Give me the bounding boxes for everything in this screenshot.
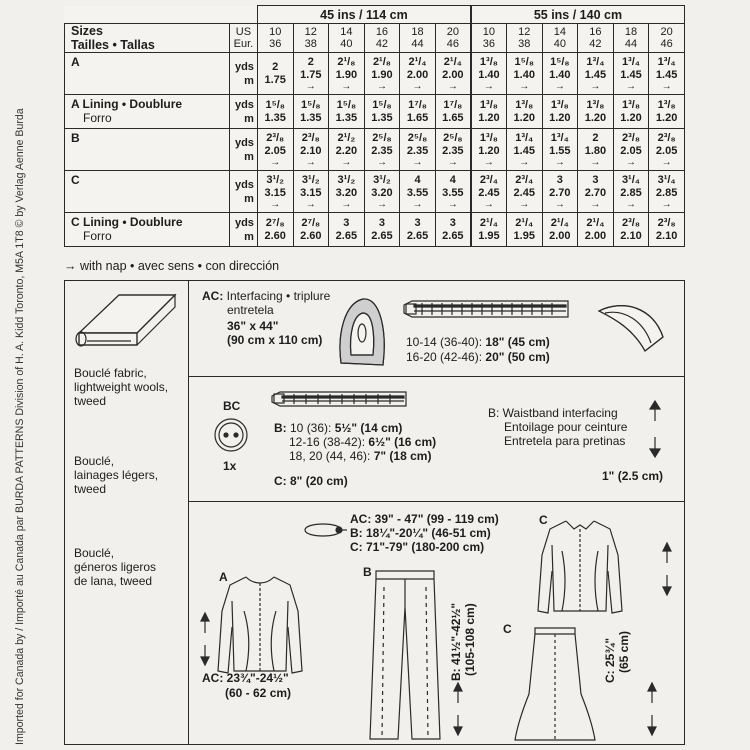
jacket-a-sketch: [210, 571, 310, 681]
view-cell: C: [65, 171, 230, 213]
nap-arrow-icon: →: [483, 156, 494, 168]
nap-arrow-icon: →: [625, 198, 636, 210]
yardage-cell: 2³/₈ 2.05 →: [613, 129, 649, 171]
view-a-length-cm: (60 - 62 cm): [225, 686, 292, 700]
interfacing-size-in: 36" x 44": [227, 319, 279, 333]
yardage-cell: 2¹/₄ 1.95: [506, 213, 542, 247]
yardage-cell: 2¹/₄ 2.00: [578, 213, 614, 247]
view-c-length-cm: (65 cm): [617, 630, 631, 673]
size-header: 18 44: [400, 24, 436, 53]
group-55-header: 55 ins / 140 cm: [471, 6, 685, 24]
yardage-cell: 1⁵/₈ 1.35: [329, 95, 365, 129]
yardage-cell: 1³/₄ 1.45 →: [506, 129, 542, 171]
yardage-cell: 3 2.65: [364, 213, 400, 247]
width-group-header: [65, 6, 685, 24]
fabric-text-fr: Bouclé, lainages légers, tweed: [74, 454, 159, 496]
notions-panel: [64, 280, 685, 745]
yardage-cell: 3¹/₂ 3.15 →: [293, 171, 329, 213]
view-b-label: B: [363, 565, 372, 579]
button-label: BC: [223, 399, 241, 413]
nap-arrow-icon: →: [305, 80, 316, 92]
yardage-cell: 1³/₄ 1.45 →: [613, 53, 649, 95]
yardage-cell: 4 3.55 →: [400, 171, 436, 213]
size-header: 18 44: [613, 24, 649, 53]
yardage-cell: 2³/₈ 2.10 →: [293, 129, 329, 171]
nap-arrow-icon: →: [554, 198, 565, 210]
yardage-row: [65, 171, 685, 213]
yardage-cell: 1⁵/₈ 1.35: [257, 95, 293, 129]
nap-arrow-icon: →: [341, 80, 352, 92]
size-header: 10 36: [257, 24, 293, 53]
button-icon: [211, 415, 251, 455]
unit-cell: yds m: [229, 129, 257, 171]
zipper-c-length: C: 8" (20 cm): [274, 474, 348, 488]
yardage-cell: 2³/₈ 2.10: [613, 213, 649, 247]
yardage-cell: 3¹/₂ 3.15 →: [257, 171, 293, 213]
interfacing-size-cm: (90 cm x 110 cm): [227, 333, 323, 347]
nap-arrow-icon: →: [590, 198, 601, 210]
unit-cell: yds m: [229, 53, 257, 95]
yardage-cell: 3¹/₄ 2.85 →: [613, 171, 649, 213]
yardage-cell: 2¹/₄ 1.95: [471, 213, 507, 247]
yardage-cell: 3¹/₄ 2.85 →: [649, 171, 685, 213]
nap-arrow-icon: →: [625, 80, 636, 92]
size-header: 20 46: [435, 24, 471, 53]
interfacing-text: AC: Interfacing • triplure: [202, 289, 331, 303]
jacket-c-length-arrow-icon: [662, 541, 672, 597]
fabric-text-en: Bouclé fabric, lightweight wools, tweed: [74, 366, 169, 408]
nap-arrow-icon: →: [412, 156, 423, 168]
view-c-length: C: 25¾": [603, 637, 617, 683]
jacket-a-length-arrow-icon: [200, 611, 210, 667]
yardage-cell: 1³/₄ 1.55 →: [542, 129, 578, 171]
measurement-c: C: 71"-79" (180-200 cm): [350, 540, 485, 554]
nap-arrow-icon: →: [270, 198, 281, 210]
sizes-header-row: [65, 24, 685, 53]
iron-icon: [333, 293, 393, 371]
nap-arrow-icon: →: [661, 198, 672, 210]
yardage-cell: 1³/₈ 1.20: [613, 95, 649, 129]
yardage-cell: 2 1.75: [257, 53, 293, 95]
zipper-b-line1: B: 10 (36): 5½" (14 cm): [274, 421, 403, 435]
yardage-cell: 2⁵/₈ 2.35 →: [364, 129, 400, 171]
fabric-text-es: Bouclé, géneros ligeros de lana, tweed: [74, 546, 157, 588]
nap-arrow-icon: →: [661, 156, 672, 168]
nap-arrow-icon: →: [483, 198, 494, 210]
view-c-jacket-label: C: [539, 513, 548, 527]
zipper-ac-line1: 10-14 (36-40): 18" (45 cm): [406, 335, 550, 349]
nap-arrow-icon: →: [590, 80, 601, 92]
us-eur-label: US Eur.: [229, 24, 257, 53]
yardage-cell: 1³/₄ 1.45 →: [649, 53, 685, 95]
view-b-length: B: 41½"-42½": [449, 602, 463, 681]
nap-arrow-icon: →: [412, 80, 423, 92]
zipper-b-line2: 12-16 (38-42): 6½" (16 cm): [289, 435, 437, 449]
yardage-cell: 2¹/₄ 2.00 →: [435, 53, 471, 95]
unit-cell: yds m: [229, 171, 257, 213]
size-header: 14 40: [542, 24, 578, 53]
yardage-cell: 3 2.70 →: [578, 171, 614, 213]
jacket-zipper-icon: [402, 295, 572, 323]
nap-arrow-icon: →: [554, 80, 565, 92]
yardage-cell: 2⁷/₈ 2.60: [293, 213, 329, 247]
skirt-c-length-arrow-icon: [647, 681, 657, 737]
yardage-cell: 2⁵/₈ 2.35 →: [435, 129, 471, 171]
waistband-line3: Entretela para pretinas: [504, 434, 626, 448]
yardage-cell: 3¹/₂ 3.20 →: [329, 171, 365, 213]
yardage-cell: 1⁵/₈ 1.40 →: [542, 53, 578, 95]
yardage-cell: 2³/₈ 2.05 →: [257, 129, 293, 171]
yardage-cell: 1⁷/₈ 1.65: [400, 95, 436, 129]
group-45-header: 45 ins / 114 cm: [257, 6, 470, 24]
yardage-cell: 2³/₈ 2.10: [649, 213, 685, 247]
yardage-cell: 1³/₈ 1.40 →: [471, 53, 507, 95]
view-cell: A Lining • Doublure Forro: [65, 95, 230, 129]
nap-arrow-icon: →: [412, 198, 423, 210]
interfacing-text-es: entretela: [227, 303, 274, 317]
nap-arrow-icon: →: [447, 80, 458, 92]
nap-arrow-icon: →: [519, 156, 530, 168]
yardage-cell: 1⁵/₈ 1.35: [364, 95, 400, 129]
nap-arrow-icon: →: [483, 80, 494, 92]
size-header: 16 42: [364, 24, 400, 53]
yardage-cell: 2³/₄ 2.45 →: [506, 171, 542, 213]
yardage-cell: 2³/₄ 2.45 →: [471, 171, 507, 213]
yardage-row: [65, 53, 685, 95]
view-cell: A: [65, 53, 230, 95]
yardage-cell: 3 2.65: [329, 213, 365, 247]
measuring-tape-icon: [301, 518, 349, 544]
fabric-column: [65, 281, 189, 744]
nap-arrow-icon: →: [625, 156, 636, 168]
size-header: 12 38: [506, 24, 542, 53]
waistband-width-arrow-icon: [647, 399, 663, 459]
yardage-table: [64, 5, 685, 247]
yardage-cell: 3 2.70 →: [542, 171, 578, 213]
skirt-c-sketch: [515, 624, 595, 742]
yardage-cell: 2¹/₈ 1.90 →: [329, 53, 365, 95]
nap-arrow-icon: →: [590, 156, 601, 168]
yardage-cell: 4 3.55 →: [435, 171, 471, 213]
yardage-row: [65, 95, 685, 129]
nap-arrow-icon: →: [376, 156, 387, 168]
view-cell: C Lining • Doublure Forro: [65, 213, 230, 247]
nap-arrow-icon: →: [519, 198, 530, 210]
size-header: 10 36: [471, 24, 507, 53]
size-header: 14 40: [329, 24, 365, 53]
jacket-c-sketch: [530, 515, 630, 625]
yardage-cell: 1³/₈ 1.20: [506, 95, 542, 129]
nap-note: → with nap • avec sens • con dirección: [64, 259, 280, 273]
view-c-skirt-label: C: [503, 622, 512, 636]
yardage-cell: 2 1.75 →: [293, 53, 329, 95]
yardage-cell: 1³/₈ 1.20 →: [471, 129, 507, 171]
shoulder-pad-icon: [593, 299, 669, 357]
nap-arrow-icon: →: [376, 80, 387, 92]
divider-2: [189, 501, 685, 502]
nap-arrow-icon: →: [519, 80, 530, 92]
nap-arrow-icon: →: [376, 198, 387, 210]
side-credit: [2, 0, 26, 750]
nap-arrow-icon: →: [447, 198, 458, 210]
yardage-cell: 1⁷/₈ 1.65: [435, 95, 471, 129]
button-count: 1x: [223, 459, 237, 473]
nap-arrow-icon: →: [341, 198, 352, 210]
waistband-width: 1" (2.5 cm): [602, 469, 664, 483]
yardage-cell: 1³/₄ 1.45 →: [578, 53, 614, 95]
unit-cell: yds m: [229, 213, 257, 247]
unit-cell: yds m: [229, 95, 257, 129]
yardage-cell: 1³/₈ 1.20: [578, 95, 614, 129]
measurement-b: B: 18¼"-20¼" (46-51 cm): [350, 526, 491, 540]
nap-arrow-icon: →: [270, 156, 281, 168]
measurement-ac: AC: 39" - 47" (99 - 119 cm): [350, 512, 499, 526]
zipper-ac-line2: 16-20 (42-46): 20" (50 cm): [406, 350, 550, 364]
nap-arrow-icon: →: [447, 156, 458, 168]
nap-arrow-icon: →: [305, 198, 316, 210]
pants-b-sketch: [370, 567, 440, 742]
yardage-cell: 2 1.80 →: [578, 129, 614, 171]
zipper-b-line3: 18, 20 (44, 46): 7" (18 cm): [289, 449, 432, 463]
side-credit-text: Imported for Canada by / Importé au Canada par BURDA PATTERNS Division of H. A. Kidd Toronto, M5A 1T8 © by Verlag Aenne Burda: [14, 108, 26, 745]
sizes-label: Sizes Tailles • Tallas: [65, 24, 230, 53]
view-cell: B: [65, 129, 230, 171]
skirt-zipper-icon: [270, 386, 410, 412]
yardage-row: [65, 213, 685, 247]
size-header: 16 42: [578, 24, 614, 53]
view-b-length-cm: (105-108 cm): [463, 603, 477, 676]
yardage-cell: 1³/₈ 1.20: [649, 95, 685, 129]
size-header: 12 38: [293, 24, 329, 53]
waistband-line1: B: Waistband interfacing: [488, 406, 618, 420]
yardage-cell: 1⁵/₈ 1.35: [293, 95, 329, 129]
divider-1: [189, 376, 685, 377]
yardage-cell: 2¹/₄ 2.00 →: [400, 53, 436, 95]
nap-arrow-icon: →: [305, 156, 316, 168]
fabric-bolt-icon: [71, 289, 183, 359]
yardage-cell: 1³/₈ 1.20: [471, 95, 507, 129]
yardage-cell: 2¹/₄ 2.00: [542, 213, 578, 247]
yardage-cell: 1³/₈ 1.20: [542, 95, 578, 129]
yardage-cell: 2⁵/₈ 2.35 →: [400, 129, 436, 171]
yardage-cell: 2¹/₈ 1.90 →: [364, 53, 400, 95]
yardage-row: [65, 129, 685, 171]
waistband-line2: Entoilage pour ceinture: [504, 420, 628, 434]
view-a-label: A: [219, 570, 228, 584]
yardage-cell: 1⁵/₈ 1.40 →: [506, 53, 542, 95]
view-a-length: AC: 23¾"-24½": [202, 671, 289, 685]
nap-arrow-icon: →: [661, 80, 672, 92]
nap-arrow-icon: →: [341, 156, 352, 168]
yardage-cell: 3 2.65: [435, 213, 471, 247]
nap-arrow-icon: →: [554, 156, 565, 168]
yardage-cell: 3¹/₂ 3.20 →: [364, 171, 400, 213]
yardage-cell: 2¹/₂ 2.20 →: [329, 129, 365, 171]
yardage-cell: 2⁷/₈ 2.60: [257, 213, 293, 247]
pants-b-length-arrow-icon: [453, 681, 463, 737]
yardage-cell: 3 2.65: [400, 213, 436, 247]
yardage-cell: 2³/₈ 2.05 →: [649, 129, 685, 171]
size-header: 20 46: [649, 24, 685, 53]
